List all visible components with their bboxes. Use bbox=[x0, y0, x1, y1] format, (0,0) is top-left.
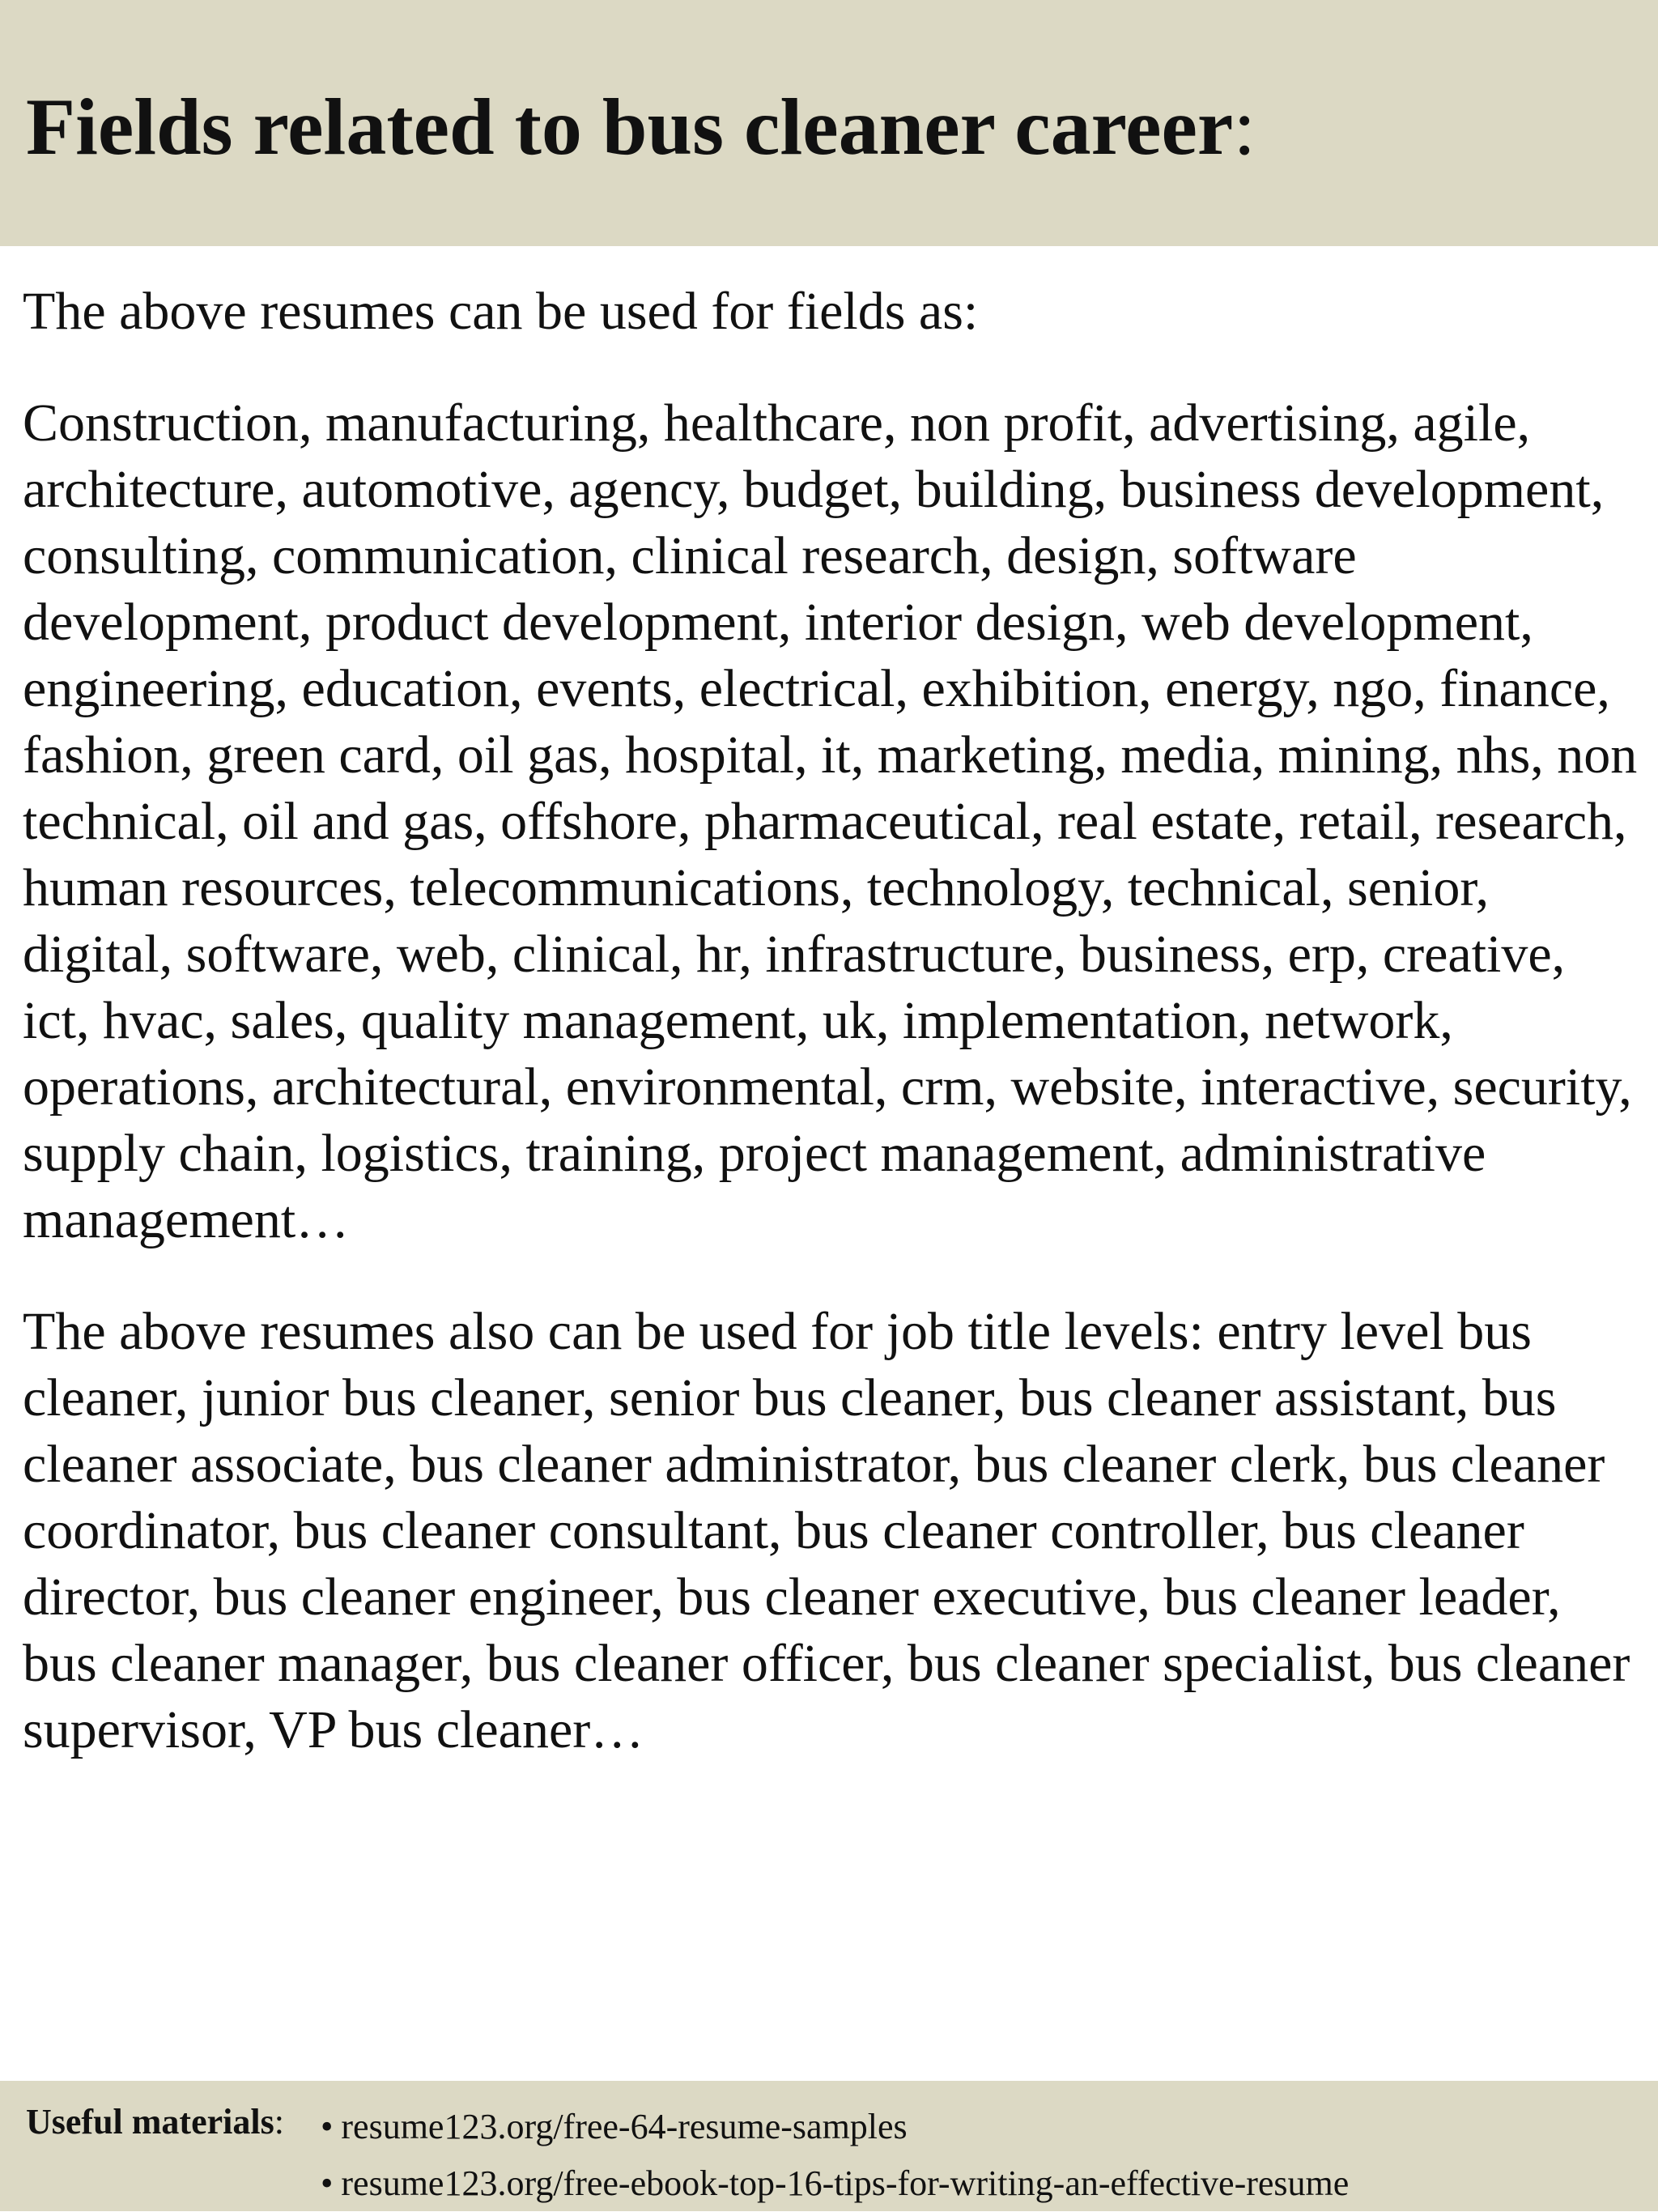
header-bar bbox=[0, 0, 1658, 246]
footer-links-list bbox=[321, 2099, 1349, 2212]
intro-text: The above resumes can be used for fields as: bbox=[23, 282, 979, 341]
main-content bbox=[23, 279, 1642, 1763]
page-title-text: Fields related to bus cleaner career bbox=[26, 82, 1234, 172]
bullet-icon: • bbox=[321, 2107, 334, 2146]
footer-link-samples[interactable]: resume123.org/free-64-resume-samples bbox=[341, 2107, 908, 2146]
footer-label bbox=[26, 2099, 284, 2146]
job-levels-text: The above resumes also can be used for job title levels: entry level bus cleaner, junior bus cleaner, senior bus cleaner, bus cleaner assistant, bus cleaner associate, bus cleaner administrator, bus cleaner clerk, bus cleaner coordinator, bus cleaner consultant, bus cleaner controller, bus cleaner director, bus cleaner engineer, bus cleaner executive, bus cleaner leader, bus cleaner manager, bus cleaner officer, bus cleaner specialist, bus cleaner supervisor, VP bus cleaner… bbox=[23, 1302, 1630, 1759]
footer-link-ebook[interactable]: resume123.org/free-ebook-top-16-tips-for-writing-an-effective-resume bbox=[341, 2163, 1350, 2203]
page-title-colon: : bbox=[1233, 82, 1256, 172]
page-title bbox=[26, 74, 1256, 180]
bullet-icon: • bbox=[321, 2163, 334, 2203]
footer-label-text: Useful materials bbox=[26, 2102, 274, 2142]
fields-list-text: Construction, manufacturing, healthcare, non profit, advertising, agile, architecture, automotive, agency, budget, building, business development, consulting, communication, clinical research, design, software development, product development, interior design, web development, engineering, education, events, electrical, exhibition, energy, ngo, finance, fashion, green card, oil gas, hospital, it, marketing, media, mining, nhs, non technical, oil and gas, offshore, pharmaceutical, real estate, retail, research, human resources, telecommunications, technology, technical, senior, digital, software, web, clinical, hr, infrastructure, business, erp, creative, ict, hvac, sales, quality management, uk, implementation, network, operations, architectural, environmental, crm, website, interactive, security, supply chain, logistics, training, project management, administrative management… bbox=[23, 393, 1638, 1249]
footer-link-item bbox=[321, 2099, 1349, 2155]
footer-label-colon: : bbox=[274, 2102, 284, 2142]
footer-bar bbox=[0, 2081, 1658, 2211]
footer-link-item bbox=[321, 2155, 1349, 2212]
